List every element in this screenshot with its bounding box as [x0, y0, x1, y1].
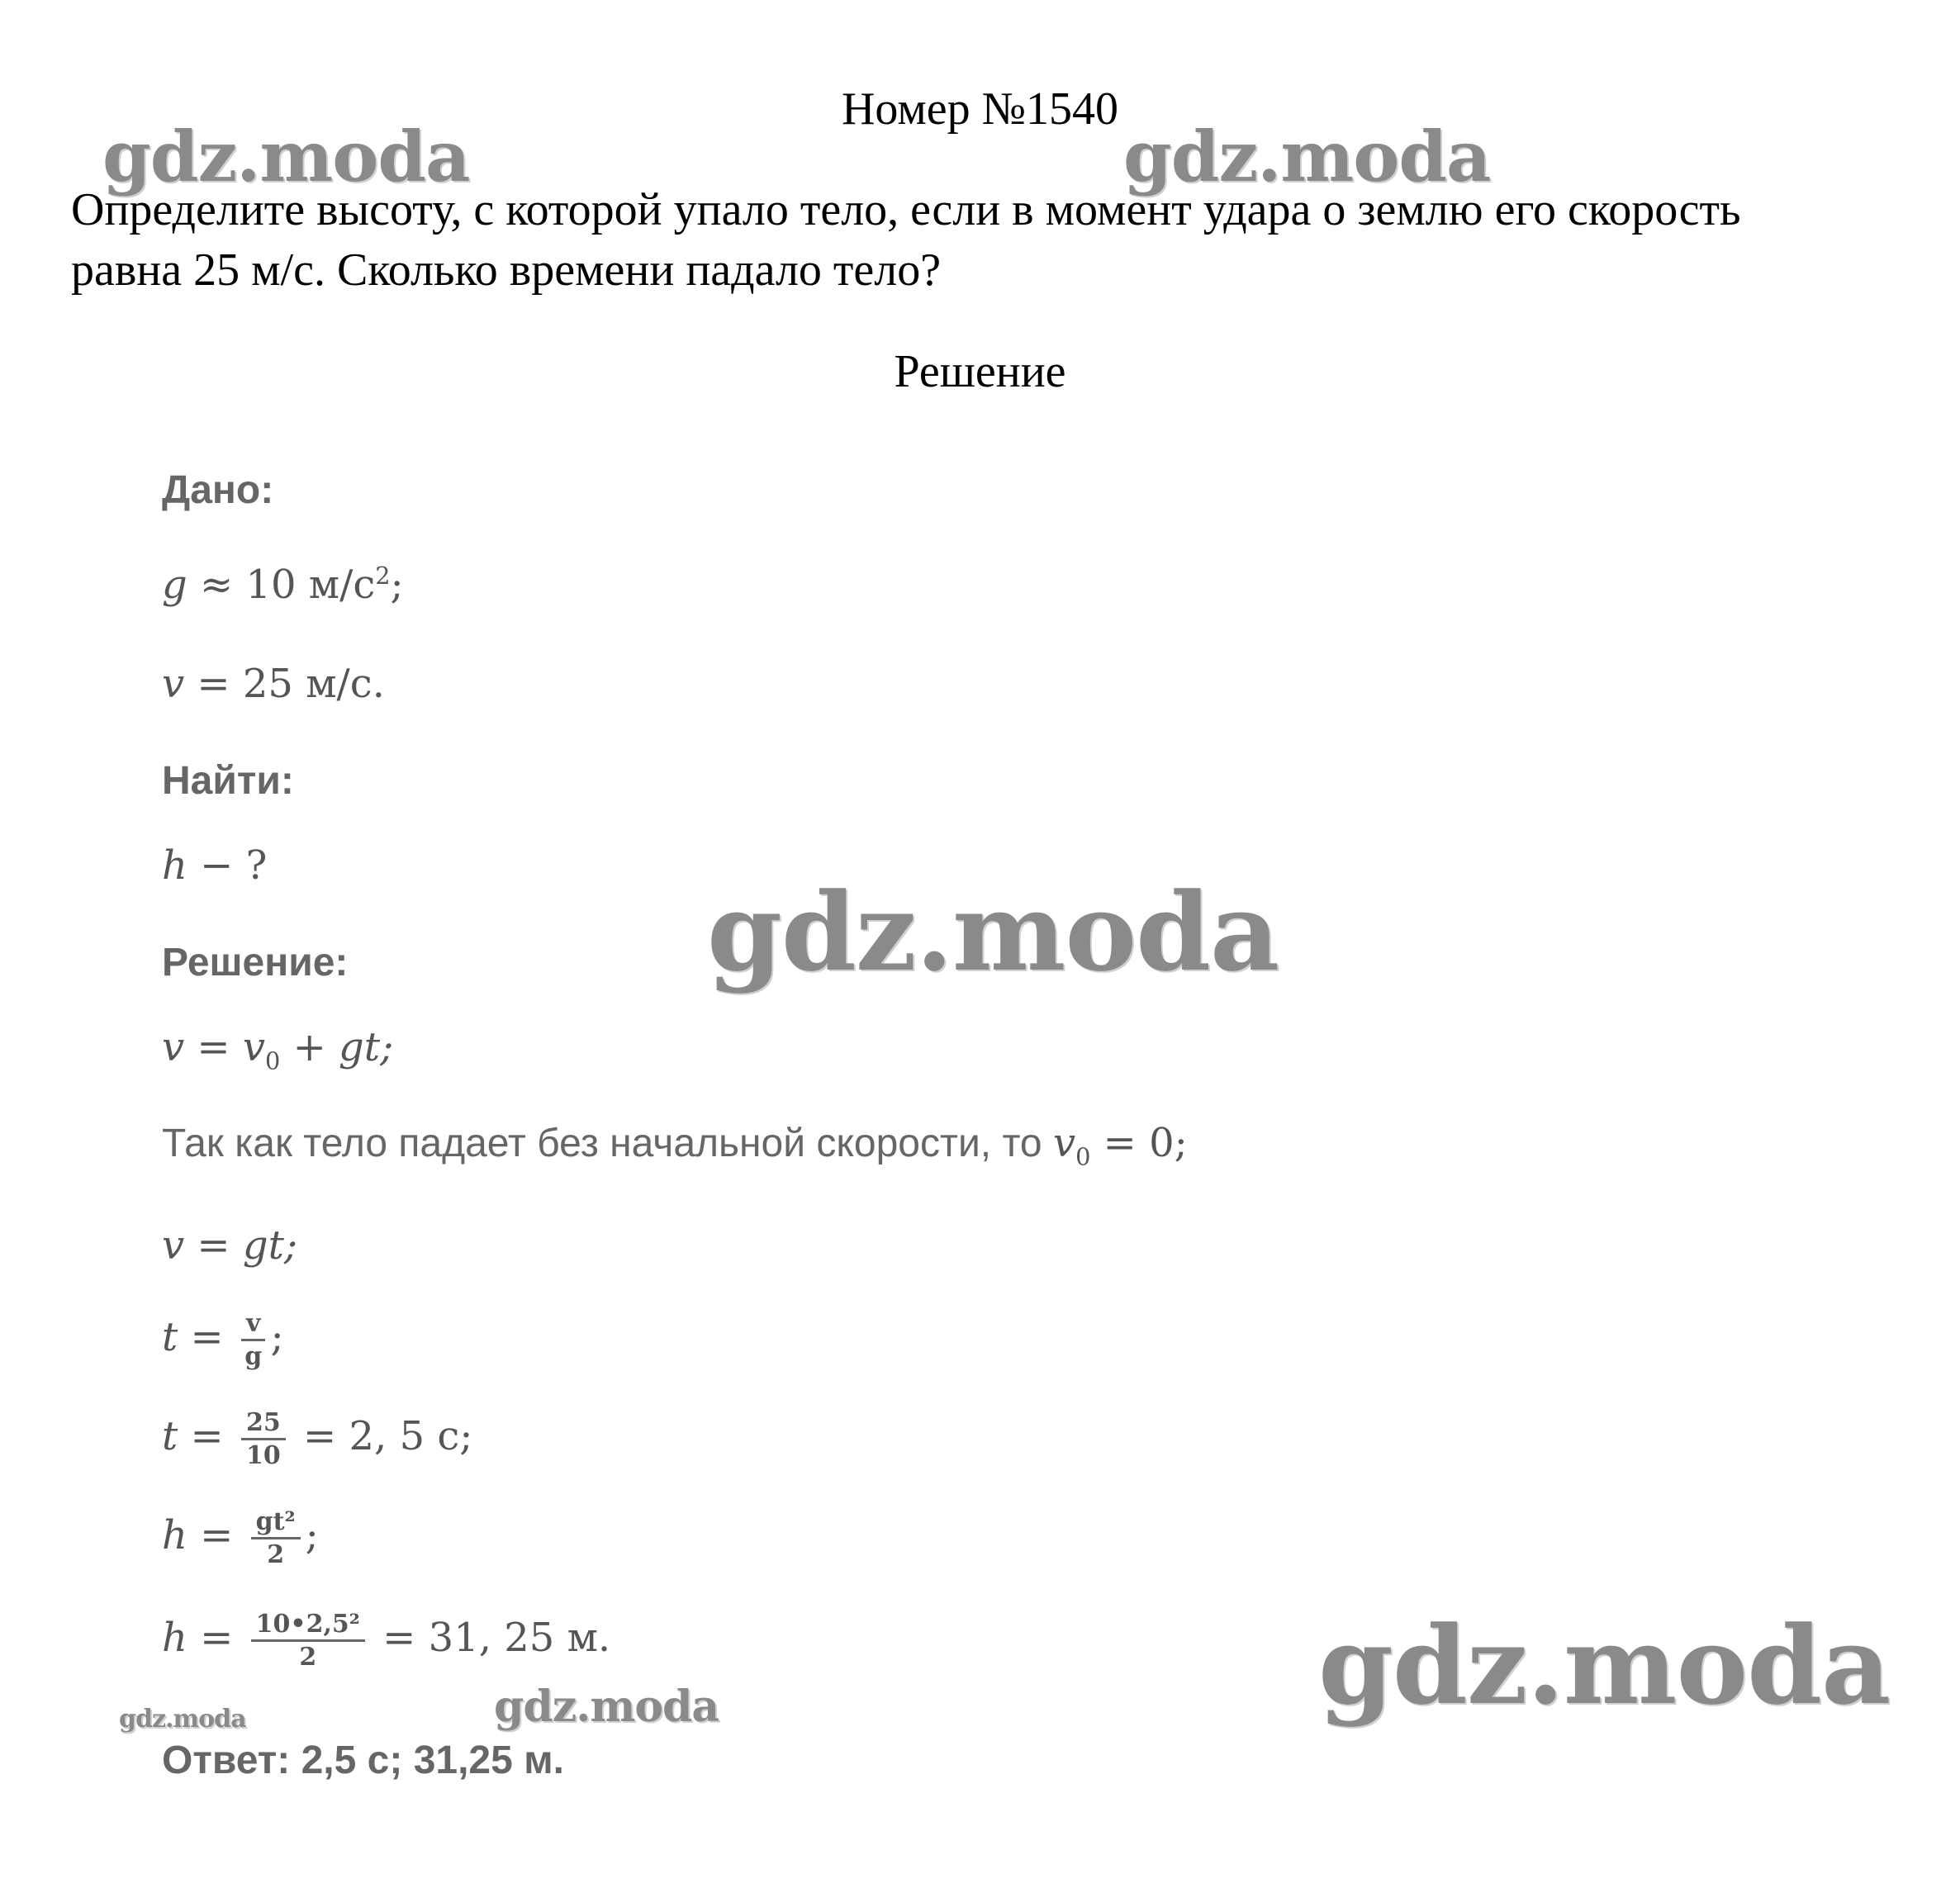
- find-label: Найти:: [162, 759, 294, 803]
- task-line-1: Определите высоту, с которой упало тело, если в момент удара о землю его скорость: [71, 184, 1741, 235]
- watermark-bottom-left: gdz.moda: [119, 1705, 246, 1734]
- eq4-fraction: [241, 1409, 286, 1469]
- note-v0: v: [1052, 1120, 1076, 1166]
- eq5-fraction: [251, 1508, 301, 1568]
- answer-line: Ответ: 2,5 с; 31,25 м.: [162, 1739, 564, 1782]
- note-end: = 0;: [1090, 1120, 1188, 1166]
- eq6-numerator: 10•2,5²: [251, 1610, 365, 1642]
- equation-6: [162, 1610, 610, 1671]
- eq3-fraction: [241, 1310, 265, 1370]
- given-g: [162, 562, 404, 608]
- eq4-denominator: 10: [246, 1441, 281, 1470]
- given-g-end: ;: [390, 562, 404, 608]
- watermark-top-left: gdz.moda: [102, 116, 470, 197]
- eq4-end: = 2, 5 с;: [290, 1413, 473, 1459]
- note-line: [162, 1120, 1188, 1171]
- eq1-mid: =: [184, 1024, 243, 1070]
- eq3-denominator: g: [244, 1342, 263, 1371]
- equation-1: [162, 1024, 393, 1075]
- equation-3: [162, 1310, 284, 1370]
- watermark-center: gdz.moda: [707, 869, 1279, 995]
- equation-2: [162, 1222, 297, 1269]
- given-v-var: v: [162, 661, 185, 707]
- eq4-left: t =: [162, 1413, 237, 1459]
- eq5-end: ;: [305, 1512, 319, 1558]
- eq3-left: t =: [162, 1314, 237, 1360]
- eq6-end: = 31, 25 м.: [369, 1615, 611, 1661]
- eq6-left: h =: [162, 1615, 246, 1661]
- eq1-left: v: [162, 1024, 185, 1070]
- watermark-bottom-right: gdz.moda: [1318, 1602, 1891, 1729]
- given-g-var: g: [162, 562, 187, 608]
- find-h: [162, 842, 267, 889]
- eq1-v0: v: [242, 1024, 265, 1070]
- eq4-numerator: 25: [241, 1409, 286, 1440]
- given-v-value: = 25 м/с.: [184, 661, 385, 707]
- find-h-rest: − ?: [187, 842, 268, 889]
- watermark-top-right: gdz.moda: [1123, 116, 1491, 197]
- eq2-text: v = gt;: [162, 1222, 298, 1269]
- given-g-exponent: 2: [375, 562, 391, 590]
- eq1-v0-sub: 0: [264, 1046, 281, 1075]
- task-statement: [71, 180, 1921, 301]
- eq6-denominator: 2: [299, 1643, 317, 1672]
- eq5-numerator: gt²: [251, 1508, 301, 1539]
- note-text: Так как тело падает без начальной скорости, то: [162, 1122, 1053, 1165]
- given-v: [162, 661, 385, 707]
- solution-heading: Решение: [894, 346, 1066, 397]
- task-line-2: равна 25 м/с. Сколько времени падало тело?: [71, 244, 942, 296]
- eq5-denominator: 2: [267, 1540, 285, 1569]
- find-h-var: h: [162, 842, 187, 889]
- solve-label: Решение:: [162, 941, 349, 984]
- given-label: Дано:: [162, 468, 274, 512]
- given-g-value: ≈ 10 м/с: [187, 562, 376, 608]
- eq3-numerator: v: [241, 1310, 265, 1341]
- note-v0-sub: 0: [1075, 1142, 1091, 1171]
- eq6-fraction: [251, 1610, 365, 1671]
- page-title: Номер №1540: [841, 83, 1119, 135]
- watermark-bottom-mid: gdz.moda: [494, 1682, 719, 1732]
- eq5-left: h =: [162, 1512, 246, 1558]
- equation-5: [162, 1508, 319, 1568]
- eq3-end: ;: [270, 1314, 284, 1360]
- eq1-rest: + gt;: [280, 1024, 394, 1070]
- equation-4: [162, 1409, 472, 1469]
